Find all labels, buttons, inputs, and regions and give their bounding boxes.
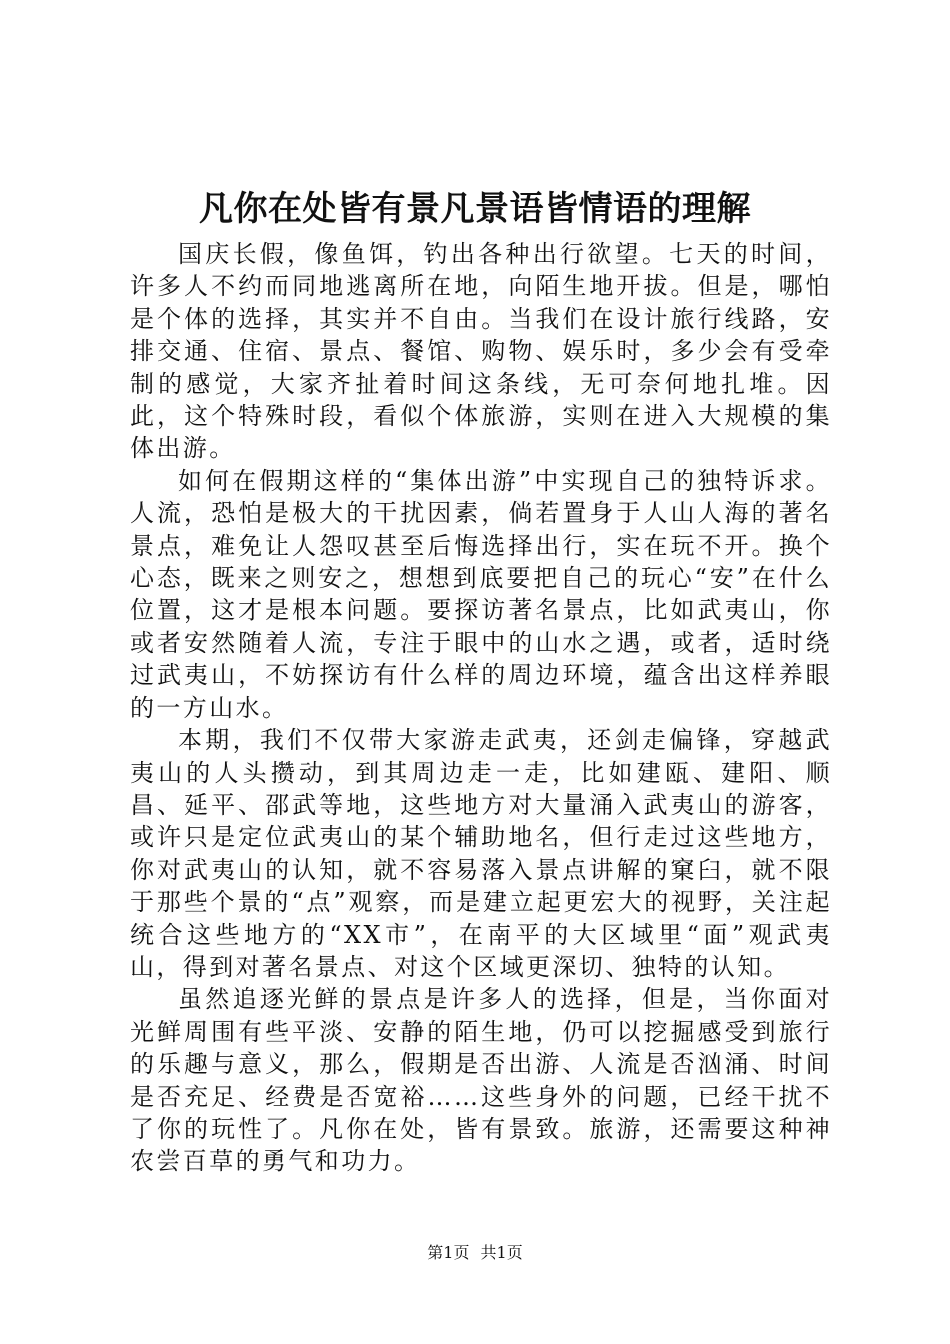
document-title: 凡你在处皆有景凡景语皆情语的理解 — [199, 189, 751, 229]
page-number: 第1页 — [427, 1243, 470, 1262]
document-body — [130, 238, 832, 1178]
paragraph-3: 本期，我们不仅带大家游走武夷，还剑走偏锋，穿越武夷山的人头攒动，到其周边走一走，比如建瓯、建阳、顺昌、延平、邵武等地，这些地方对大量涌入武夷山的游客，或许只是定位武夷山的某个辅助地名，但行走过这些地方，你对武夷山的认知，就不容易落入景点讲解的窠臼，就不限于那些个景的“点”观察，而是建立起更宏大的视野，关注起统合这些地方的“XX市”，在南平的大区域里“面”观武夷山，得到对著名景点、对这个区域更深切、独特的认知。 — [130, 726, 832, 981]
page-total: 共1页 — [480, 1243, 523, 1262]
paragraph-1: 国庆长假，像鱼饵，钓出各种出行欲望。七天的时间，许多人不约而同地逃离所在地，向陌生地开拔。但是，哪怕是个体的选择，其实并不自由。当我们在设计旅行线路，安排交通、住宿、景点、餐馆、购物、娱乐时，多少会有受牵制的感觉，大家齐扯着时间这条线，无可奈何地扎堆。因此，这个特殊时段，看似个体旅游，实则在进入大规模的集体出游。 — [130, 240, 832, 463]
paragraph-4: 虽然追逐光鲜的景点是许多人的选择，但是，当你面对光鲜周围有些平淡、安静的陌生地，仍可以挖掘感受到旅行的乐趣与意义，那么，假期是否出游、人流是否汹涌、时间是否充足、经费是否宽裕……这些身外的问题，已经干扰不了你的玩性了。凡你在处，皆有景致。旅游，还需要这种神农尝百草的勇气和功力。 — [130, 985, 832, 1176]
paragraph-2: 如何在假期这样的“集体出游”中实现自己的独特诉求。人流，恐怕是极大的干扰因素，倘若置身于人山人海的著名景点，难免让人怨叹甚至后悔选择出行，实在玩不开。换个心态，既来之则安之，想想到底要把自己的玩心“安”在什么位置，这才是根本问题。要探访著名景点，比如武夷山，你或者安然随着人流，专注于眼中的山水之遇，或者，适时绕过武夷山，不妨探访有什么样的周边环境，蕴含出这样养眼的一方山水。 — [130, 466, 832, 722]
page-footer — [0, 1242, 950, 1264]
